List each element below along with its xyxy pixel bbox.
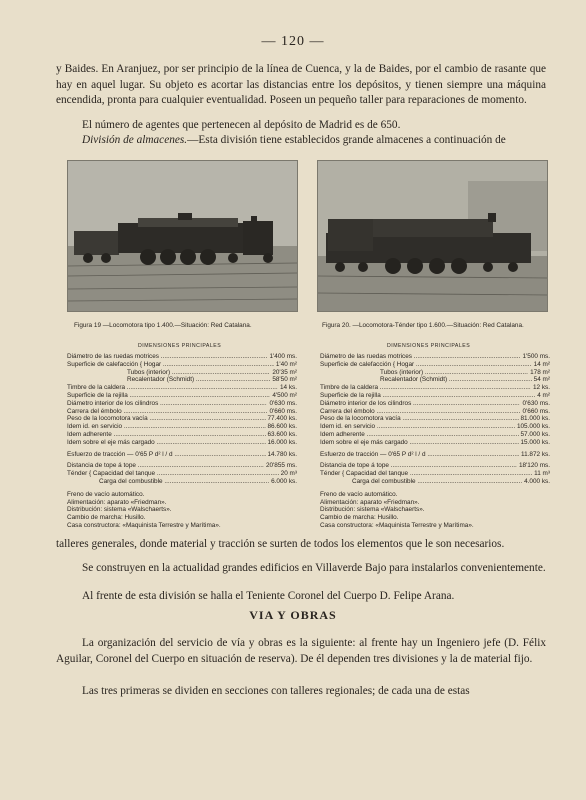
spec-row: Tubos (interior) ..... 20'35 m² (67, 369, 297, 377)
spec-row: Idem sobre el eje más cargado ..... 16.000 ks. (67, 439, 297, 447)
spec-row: Carga del combustible ..... 6.000 ks. (67, 478, 297, 486)
spec-row: Idem adherente ..... 57.000 ks. (320, 431, 550, 439)
spec-row: Esfuerzo de tracción — 0'65 P d² l / d ..... 14.780 ks. (67, 451, 297, 459)
spec-note: Freno de vacío automático. (320, 490, 398, 498)
spec-row: Recalentador (Schmidt) ..... 54 m² (320, 376, 550, 384)
figure-caption-20: Figura 20. —Locomotora-Ténder tipo 1.600.—Situación: Red Catalana. (322, 322, 524, 329)
spec-row: Distancia de tope á tope ..... 18'120 ms. (320, 462, 550, 470)
spec-note: Distribución: sistema «Walschaerts». (67, 506, 172, 514)
spec-row: Recalentador (Schmidt) ..... 58'50 m² (67, 376, 297, 384)
spec-row: Timbre de la caldera ..... 12 ks. (320, 384, 550, 392)
spec-row: Superficie de la rejilla ..... 4 m² (320, 392, 550, 400)
spec-row: Superficie de calefacción { Hogar ..... 14 m² (320, 361, 550, 369)
spec-note: Cambio de marcha: Husillo. (67, 514, 146, 522)
paragraph: El número de agentes que pertenecen al depósito de Madrid es de 650. (82, 119, 401, 131)
spec-row: Ténder { Capacidad del tanque ..... 20 m³ (67, 470, 297, 478)
division-text: —Esta división tiene establecidos grande almacenes a continuación de (187, 134, 506, 146)
spec-row: Idem id. en servicio ..... 105.000 ks. (320, 423, 550, 431)
paragraph: y Baides. En Aranjuez, por ser principio de la línea de Cuenca, y la de Baides, por el cambio de rasante que hay en aquel lugar. Su objeto es acortar las distancias entre los depósitos, y tienen siempre una máquina encendida, pronta para cualquier eventualidad. Poseen un pequeño taller para reparaciones de momento. (56, 63, 546, 107)
spec-row: Diámetro interior de los cilindros ..... 0'630 ms. (320, 400, 550, 408)
paragraph: Las tres primeras se dividen en secciones con talleres regionales; de cada una de estas (82, 685, 470, 697)
spec-row: Diámetro interior de los cilindros ..... 0'630 ms. (67, 400, 297, 408)
spec-note: Freno de vacío automático. (67, 490, 145, 498)
spec-table-19 (67, 353, 297, 530)
spec-row: Diámetro de las ruedas motrices ..... 1'500 ms. (320, 353, 550, 361)
spec-row: Superficie de calefacción { Hogar ..... 1'40 m² (67, 361, 297, 369)
spec-row: Esfuerzo de tracción — 0'65 P d² l / d ..... 11.872 ks. (320, 451, 550, 459)
spec-note: Casa constructora: «Maquinista Terrestre y Marítima». (67, 521, 221, 529)
figure-caption-19: Figura 19 —Locomotora tipo 1.400.—Situación: Red Catalana. (74, 322, 252, 329)
section-title: VIA Y OBRAS (249, 608, 337, 622)
dimensions-heading: DIMENSIONES PRINCIPALES (387, 343, 471, 349)
division-title: División de almacenes. (82, 134, 188, 146)
spec-note: Casa constructora: «Maquinista Terrestre y Marítima». (320, 521, 474, 529)
spec-row: Distancia de tope á tope ..... 20'855 ms. (67, 462, 297, 470)
paragraph: Se construyen en la actualidad grandes edificios en Villaverde Bajo para instalarlos convenientemente. (82, 562, 546, 574)
spec-row: Carga del combustible ..... 4.000 ks. (320, 478, 550, 486)
locomotive-photo-20 (317, 160, 548, 312)
spec-table-20 (320, 353, 550, 530)
spec-row: Carrera del émbolo ..... 0'660 ms. (67, 408, 297, 416)
spec-note: Distribución: sistema «Walschaerts». (320, 506, 425, 514)
spec-row: Idem sobre el eje más cargado ..... 15.000 ks. (320, 439, 550, 447)
spec-row: Timbre de la caldera ..... 14 ks. (67, 384, 297, 392)
spec-note: Cambio de marcha: Husillo. (320, 514, 399, 522)
spec-row: Carrera del émbolo ..... 0'660 ms. (320, 408, 550, 416)
dimensions-heading: DIMENSIONES PRINCIPALES (138, 343, 222, 349)
spec-row: Peso de la locomotora vacía ..... 77.400 ks. (67, 415, 297, 423)
spec-row: Ténder { Capacidad del tanque ..... 11 m³ (320, 470, 550, 478)
paragraph: talleres generales, donde material y tracción se surten de todos los elementos que le son necesarios. (56, 538, 505, 550)
spec-row: Idem id. en servicio ..... 86.600 ks. (67, 423, 297, 431)
spec-note: Alimentación: aparato «Friedman». (320, 498, 420, 506)
spec-row: Tubos (interior) ..... 178 m² (320, 369, 550, 377)
page-number: — 120 — (261, 34, 325, 49)
spec-row: Diámetro de las ruedas motrices ..... 1'400 ms. (67, 353, 297, 361)
paragraph: Al frente de esta división se halla el Teniente Coronel del Cuerpo D. Felipe Arana. (82, 590, 455, 602)
spec-row: Superficie de la rejilla ..... 4'500 m² (67, 392, 297, 400)
spec-note: Alimentación: aparato «Friedman». (67, 498, 167, 506)
spec-row: Idem adherente ..... 63.600 ks. (67, 431, 297, 439)
spec-row: Peso de la locomotora vacía ..... 81.000 ks. (320, 415, 550, 423)
paragraph (56, 133, 546, 149)
paragraph: La organización del servicio de vía y obras es la siguiente: al frente hay un Ingeniero jefe (D. Félix Aguilar, Coronel del Cuerpo en situación de reserva). De él dependen tres divisiones y la de material fijo. (56, 637, 546, 665)
locomotive-photo-19 (67, 160, 298, 312)
